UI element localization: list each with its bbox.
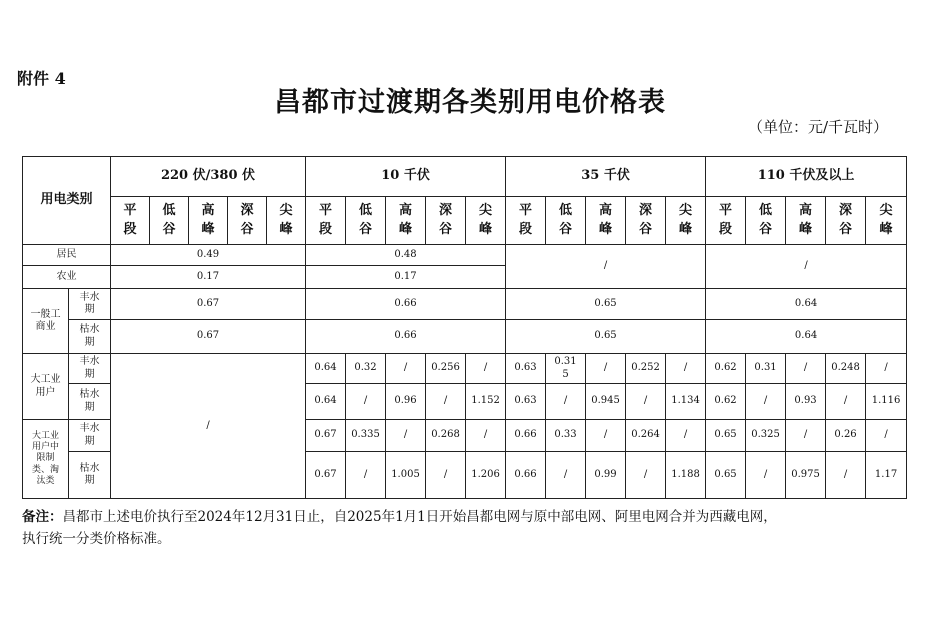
- cell-large-dry-v110-3: /: [826, 384, 866, 420]
- cell-large-dry-v110-4: 1.116: [866, 384, 907, 420]
- cell-resident-220: 0.49: [111, 245, 306, 266]
- season-general-dry: 枯水 期: [69, 320, 111, 354]
- period-header-110kv-1: 低 谷: [746, 197, 786, 245]
- cell-industry-220: /: [111, 354, 306, 499]
- voltage-220-header: 220 伏/380 伏: [111, 157, 306, 197]
- cell-restricted-wet-v35-0: 0.66: [506, 420, 546, 452]
- cell-large-wet-v35-2: /: [586, 354, 626, 384]
- period-header-110kv-4: 尖 峰: [866, 197, 907, 245]
- voltage-110kv-header: 110 千伏及以上: [706, 157, 907, 197]
- cell-large-dry-v10-1: /: [346, 384, 386, 420]
- row-label-restricted: 大工业 用户中 限制 类、淘 汰类: [23, 420, 69, 499]
- cell-large-wet-v35-4: /: [666, 354, 706, 384]
- note-line-2: 执行统一分类价格标准。: [22, 531, 171, 547]
- season-general-wet: 丰水 期: [69, 289, 111, 320]
- period-header-220-1: 低 谷: [150, 197, 189, 245]
- cell-general-dry-10kv: 0.66: [306, 320, 506, 354]
- season-large-dry: 枯水 期: [69, 384, 111, 420]
- cell-large-dry-v10-3: /: [426, 384, 466, 420]
- cell-restricted-dry-v35-1: /: [546, 452, 586, 499]
- row-label-large-industry: 大工业 用户: [23, 354, 69, 420]
- period-header-220-3: 深 谷: [228, 197, 267, 245]
- period-header-220-0: 平 段: [111, 197, 150, 245]
- cell-restricted-wet-v35-3: 0.264: [626, 420, 666, 452]
- attachment-label: 附件 4: [17, 69, 66, 88]
- cell-restricted-dry-v110-4: 1.17: [866, 452, 907, 499]
- cell-restricted-dry-v10-1: /: [346, 452, 386, 499]
- cell-large-dry-v10-2: 0.96: [386, 384, 426, 420]
- season-restricted-dry: 枯水 期: [69, 452, 111, 499]
- cell-resident-agri-110kv: /: [706, 245, 907, 289]
- cell-large-wet-v35-1: 0.31 5: [546, 354, 586, 384]
- cell-large-wet-v35-3: 0.252: [626, 354, 666, 384]
- cell-resident-agri-35kv: /: [506, 245, 706, 289]
- row-label-agri: 农业: [23, 266, 111, 289]
- cell-restricted-dry-v10-3: /: [426, 452, 466, 499]
- cell-restricted-wet-v10-0: 0.67: [306, 420, 346, 452]
- period-header-35kv-4: 尖 峰: [666, 197, 706, 245]
- cell-restricted-dry-v35-4: 1.188: [666, 452, 706, 499]
- cell-general-dry-110kv: 0.64: [706, 320, 907, 354]
- period-header-35kv-3: 深 谷: [626, 197, 666, 245]
- cell-restricted-dry-v10-2: 1.005: [386, 452, 426, 499]
- cell-general-dry-220: 0.67: [111, 320, 306, 354]
- price-table: [22, 156, 907, 499]
- cell-large-dry-v10-0: 0.64: [306, 384, 346, 420]
- cell-restricted-wet-v110-0: 0.65: [706, 420, 746, 452]
- cell-large-wet-v10-4: /: [466, 354, 506, 384]
- cell-general-wet-110kv: 0.64: [706, 289, 907, 320]
- cell-large-wet-v110-1: 0.31: [746, 354, 786, 384]
- cell-restricted-dry-v110-1: /: [746, 452, 786, 499]
- period-header-10kv-3: 深 谷: [426, 197, 466, 245]
- cell-restricted-dry-v110-0: 0.65: [706, 452, 746, 499]
- period-header-220-4: 尖 峰: [267, 197, 306, 245]
- period-header-110kv-2: 高 峰: [786, 197, 826, 245]
- row-label-general: 一般工 商业: [23, 289, 69, 354]
- note-line-1: 昌都市上述电价执行至2024年12月31日止，自2025年1月1日开始昌都电网与原中部电网、阿里电网合并为西藏电网，: [62, 509, 777, 525]
- cell-large-wet-v110-4: /: [866, 354, 907, 384]
- cell-agri-220: 0.17: [111, 266, 306, 289]
- cell-large-dry-v110-0: 0.62: [706, 384, 746, 420]
- cell-restricted-dry-v35-3: /: [626, 452, 666, 499]
- cell-restricted-wet-v35-4: /: [666, 420, 706, 452]
- cell-large-dry-v110-1: /: [746, 384, 786, 420]
- note-label: 备注：: [22, 509, 63, 525]
- voltage-35kv-header: 35 千伏: [506, 157, 706, 197]
- cell-large-dry-v35-4: 1.134: [666, 384, 706, 420]
- cell-restricted-dry-v110-3: /: [826, 452, 866, 499]
- cell-large-wet-v10-2: /: [386, 354, 426, 384]
- period-header-110kv-3: 深 谷: [826, 197, 866, 245]
- period-header-110kv-0: 平 段: [706, 197, 746, 245]
- cell-large-wet-v110-3: 0.248: [826, 354, 866, 384]
- cell-restricted-wet-v110-4: /: [866, 420, 907, 452]
- period-header-10kv-2: 高 峰: [386, 197, 426, 245]
- period-header-220-2: 高 峰: [189, 197, 228, 245]
- period-header-10kv-0: 平 段: [306, 197, 346, 245]
- cell-restricted-wet-v10-1: 0.335: [346, 420, 386, 452]
- cell-large-wet-v35-0: 0.63: [506, 354, 546, 384]
- footnote: [22, 506, 912, 550]
- period-header-10kv-1: 低 谷: [346, 197, 386, 245]
- cell-large-dry-v35-3: /: [626, 384, 666, 420]
- cell-restricted-wet-v35-2: /: [586, 420, 626, 452]
- cell-restricted-wet-v110-3: 0.26: [826, 420, 866, 452]
- cell-large-dry-v110-2: 0.93: [786, 384, 826, 420]
- cell-restricted-dry-v35-0: 0.66: [506, 452, 546, 499]
- cell-restricted-wet-v10-3: 0.268: [426, 420, 466, 452]
- cell-general-wet-35kv: 0.65: [506, 289, 706, 320]
- cell-resident-10kv: 0.48: [306, 245, 506, 266]
- period-header-35kv-1: 低 谷: [546, 197, 586, 245]
- cell-restricted-wet-v110-1: 0.325: [746, 420, 786, 452]
- season-large-wet: 丰水 期: [69, 354, 111, 384]
- cell-restricted-wet-v35-1: 0.33: [546, 420, 586, 452]
- period-header-35kv-2: 高 峰: [586, 197, 626, 245]
- cell-restricted-dry-v110-2: 0.975: [786, 452, 826, 499]
- cell-large-wet-v110-0: 0.62: [706, 354, 746, 384]
- cell-restricted-wet-v10-2: /: [386, 420, 426, 452]
- unit-label: （单位：元/千瓦时）: [747, 118, 888, 136]
- cell-large-wet-v10-1: 0.32: [346, 354, 386, 384]
- cell-restricted-wet-v10-4: /: [466, 420, 506, 452]
- season-restricted-wet: 丰水 期: [69, 420, 111, 452]
- cell-large-wet-v110-2: /: [786, 354, 826, 384]
- cell-restricted-dry-v35-2: 0.99: [586, 452, 626, 499]
- cell-restricted-wet-v110-2: /: [786, 420, 826, 452]
- page-title: 昌都市过渡期各类别用电价格表: [274, 87, 666, 118]
- cell-large-dry-v10-4: 1.152: [466, 384, 506, 420]
- cell-large-dry-v35-2: 0.945: [586, 384, 626, 420]
- cell-large-wet-v10-3: 0.256: [426, 354, 466, 384]
- voltage-10kv-header: 10 千伏: [306, 157, 506, 197]
- category-header: 用电类别: [23, 157, 111, 245]
- cell-large-wet-v10-0: 0.64: [306, 354, 346, 384]
- cell-restricted-dry-v10-0: 0.67: [306, 452, 346, 499]
- period-header-10kv-4: 尖 峰: [466, 197, 506, 245]
- cell-general-wet-220: 0.67: [111, 289, 306, 320]
- period-header-35kv-0: 平 段: [506, 197, 546, 245]
- cell-agri-10kv: 0.17: [306, 266, 506, 289]
- cell-general-wet-10kv: 0.66: [306, 289, 506, 320]
- cell-restricted-dry-v10-4: 1.206: [466, 452, 506, 499]
- cell-general-dry-35kv: 0.65: [506, 320, 706, 354]
- cell-large-dry-v35-0: 0.63: [506, 384, 546, 420]
- cell-large-dry-v35-1: /: [546, 384, 586, 420]
- row-label-resident: 居民: [23, 245, 111, 266]
